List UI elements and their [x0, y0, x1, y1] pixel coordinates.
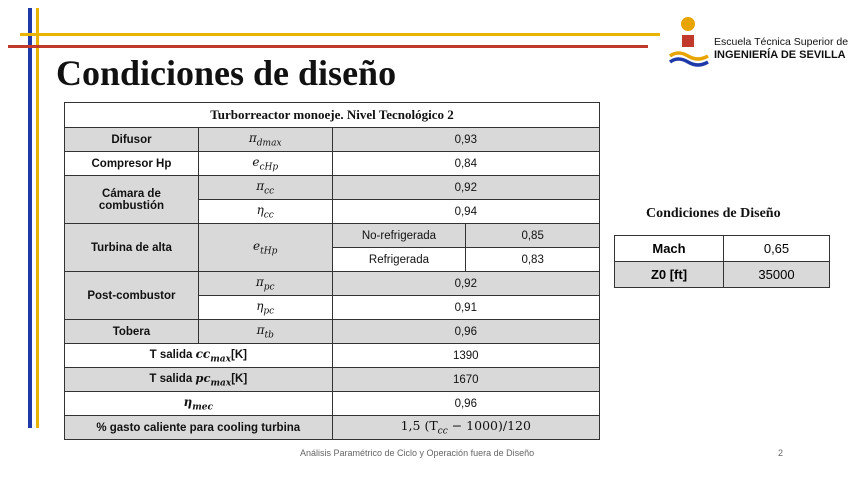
- row-label: Turbina de alta: [65, 224, 199, 272]
- value: 1670: [332, 368, 599, 392]
- row-label: Cámara de combustión: [65, 176, 199, 224]
- logo-line-2: INGENIERÍA DE SEVILLA: [714, 49, 846, 61]
- row-label: Z0 [ft]: [615, 262, 724, 288]
- logo-block-icon: [682, 35, 694, 47]
- value: 0,84: [332, 152, 599, 176]
- symbol: $e_{tHp}$: [198, 224, 332, 272]
- sub-label: No-refrigerada: [332, 224, 466, 248]
- table-row: [65, 128, 600, 152]
- value: 0,94: [332, 200, 599, 224]
- row-label: T salida $pc_{max}[K]$: [65, 368, 333, 392]
- row-label: $\eta_{mec}$: [65, 392, 333, 416]
- row-label: Compresor Hp: [65, 152, 199, 176]
- table-row: [65, 224, 600, 248]
- symbol: $e_{cHp}$: [198, 152, 332, 176]
- table-row: [65, 416, 600, 440]
- value: 0,96: [332, 392, 599, 416]
- symbol: $\pi_{dmax}$: [198, 128, 332, 152]
- decorative-yellow-hline: [20, 33, 660, 36]
- table-row: [65, 152, 600, 176]
- page-title: Condiciones de diseño: [56, 53, 397, 93]
- decorative-yellow-line: [36, 8, 39, 428]
- row-label: % gasto caliente para cooling turbina: [65, 416, 333, 440]
- value: 0,85: [466, 224, 600, 248]
- table-row: [65, 176, 600, 200]
- page-number: 2: [778, 448, 784, 458]
- value: 0,91: [332, 296, 599, 320]
- table-row: [65, 368, 600, 392]
- sub-label: Refrigerada: [332, 248, 466, 272]
- design-conditions-table: [64, 102, 600, 440]
- table-row: [65, 320, 600, 344]
- flight-conditions-table: [614, 235, 830, 288]
- side-table-title: Condiciones de Diseño: [646, 206, 781, 221]
- value: 1390: [332, 344, 599, 368]
- footer-text: Análisis Paramétrico de Ciclo y Operación fuera de Diseño: [300, 448, 535, 458]
- symbol: $\eta_{pc}$: [198, 296, 332, 320]
- table-row: [65, 344, 600, 368]
- value: 0,93: [332, 128, 599, 152]
- symbol: $\pi_{tb}$: [198, 320, 332, 344]
- decorative-red-hline: [8, 45, 648, 48]
- value: 0,92: [332, 176, 599, 200]
- logo-line-1: Escuela Técnica Superior de: [714, 36, 848, 48]
- table-row: [615, 236, 830, 262]
- value: 0,65: [724, 236, 830, 262]
- table-row: [65, 392, 600, 416]
- row-label: Mach: [615, 236, 724, 262]
- symbol: $\pi_{cc}$: [198, 176, 332, 200]
- row-label: Difusor: [65, 128, 199, 152]
- value: 35000: [724, 262, 830, 288]
- value: 0,96: [332, 320, 599, 344]
- value: 1,5 $(T_{cc} - 1000)/120$: [332, 416, 599, 440]
- symbol: $\pi_{pc}$: [198, 272, 332, 296]
- table-row: [615, 262, 830, 288]
- symbol: $\eta_{cc}$: [198, 200, 332, 224]
- value: 0,83: [466, 248, 600, 272]
- decorative-blue-line: [28, 8, 32, 428]
- row-label: Tobera: [65, 320, 199, 344]
- logo-sun-icon: [681, 17, 695, 31]
- value: 0,92: [332, 272, 599, 296]
- table-row: [65, 272, 600, 296]
- row-label: Post-combustor: [65, 272, 199, 320]
- logo-text: [714, 36, 848, 62]
- row-label: T salida $cc_{max}[K]$: [65, 344, 333, 368]
- table-header: Turborreactor monoeje. Nivel Tecnológico 2: [65, 103, 600, 128]
